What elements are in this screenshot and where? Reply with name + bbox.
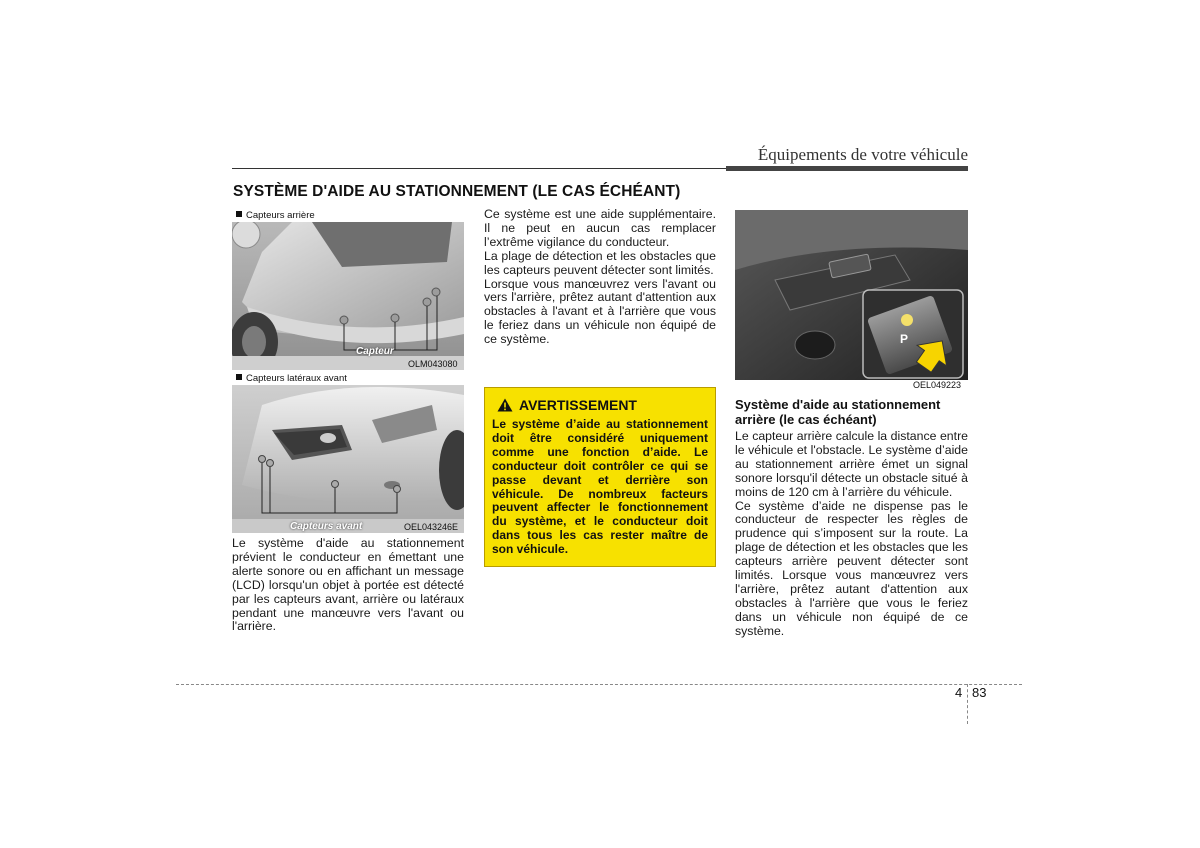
square-bullet-icon	[236, 211, 242, 217]
chapter-number: 4	[955, 685, 963, 700]
footer-rule	[176, 684, 1022, 685]
page-number: 83	[972, 685, 987, 700]
col2-paragraph: La plage de détection et les obstacles que les capteurs peuvent détecter sont limités.	[484, 248, 716, 277]
figure-code-front: OEL043246E	[404, 522, 459, 532]
col2-paragraph: Ce système est une aide supplémentaire. Il ne peut en aucun cas remplacer l’extrême vigilance du conducteur.	[484, 207, 716, 249]
section-title: SYSTÈME D'AIDE AU STATIONNEMENT (LE CAS ÉCHÉANT)	[233, 183, 681, 200]
svg-text:P: P	[900, 332, 909, 346]
warning-text: Le système d’aide au stationnement doit être considéré uniquement comme une fonction d’aide. Le conducteur doit contrôler ce qui se passe devant et derrière son véhicule. De nombreux facteurs peuvent affecter le fonctionnement du système, et le conducteur doit dans tous les cas rester maître de son véhicule.	[492, 417, 708, 557]
header-rule	[232, 168, 726, 169]
col1-paragraph	[232, 537, 464, 634]
col3-text	[735, 430, 968, 639]
col3-paragraph: Le capteur arrière calcule la distance entre le véhicule et l'obstacle. Le système d’aide au stationnement arrière émet un signal sonore lorsqu'il détecte un obstacle situé à moins de 120 cm à l’arrière du véhicule.	[735, 429, 968, 499]
figure-label-rear: Capteur	[356, 346, 394, 357]
header-rule-accent	[726, 166, 968, 171]
figure-code-rear: OLM043080	[408, 359, 458, 369]
parking-switch-photo	[735, 210, 968, 380]
footer-divider	[967, 684, 968, 724]
col1-paragraph-text: Le système d'aide au stationnement prévient le conducteur en émettant une alerte sonore ou en affichant un message (LCD) lorsqu'un objet à portée est détecté par les capteurs avant, arrière ou latéraux pendant une manœuvre vers l'avant ou l'arrière.	[232, 536, 464, 634]
chapter-title: Équipements de votre véhicule	[757, 145, 968, 164]
warning-title-text: AVERTISSEMENT	[519, 397, 637, 413]
col2-paragraph: Lorsque vous manœuvrez vers l'avant ou vers l'arrière, prêtez autant d'attention aux obstacles à l'avant et à l'arrière que vous le feriez dans un véhicule non équipé de ce système.	[484, 276, 716, 347]
square-bullet-icon	[236, 374, 242, 380]
figure-caption-front	[236, 373, 347, 384]
figure-caption-rear	[236, 210, 315, 221]
warning-title	[497, 397, 637, 413]
figure-caption-rear-text: Capteurs arrière	[246, 210, 315, 221]
subheading: Système d'aide au stationnement arrière (le cas échéant)	[735, 397, 941, 427]
warning-triangle-icon	[497, 398, 513, 412]
figure-caption-front-text: Capteurs latéraux avant	[246, 373, 347, 384]
col2-text	[484, 208, 716, 347]
figure-label-front: Capteurs avant	[290, 521, 363, 532]
front-sensors-photo	[232, 385, 464, 533]
rear-sensors-photo	[232, 222, 464, 370]
col3-paragraph: Ce système d’aide ne dispense pas le conducteur de respecter les règles de prudence qui s’imposent sur la route. La plage de détection et les obstacles que les capteurs arrière peuvent détecter sont limités. Lorsque vous manœuvrez vers l'arrière, prêtez autant d'attention aux obstacles à l'arrière que vous le feriez dans un véhicule non équipé de ce système.	[735, 498, 968, 638]
figure-code-switch: OEL049223	[913, 380, 962, 390]
